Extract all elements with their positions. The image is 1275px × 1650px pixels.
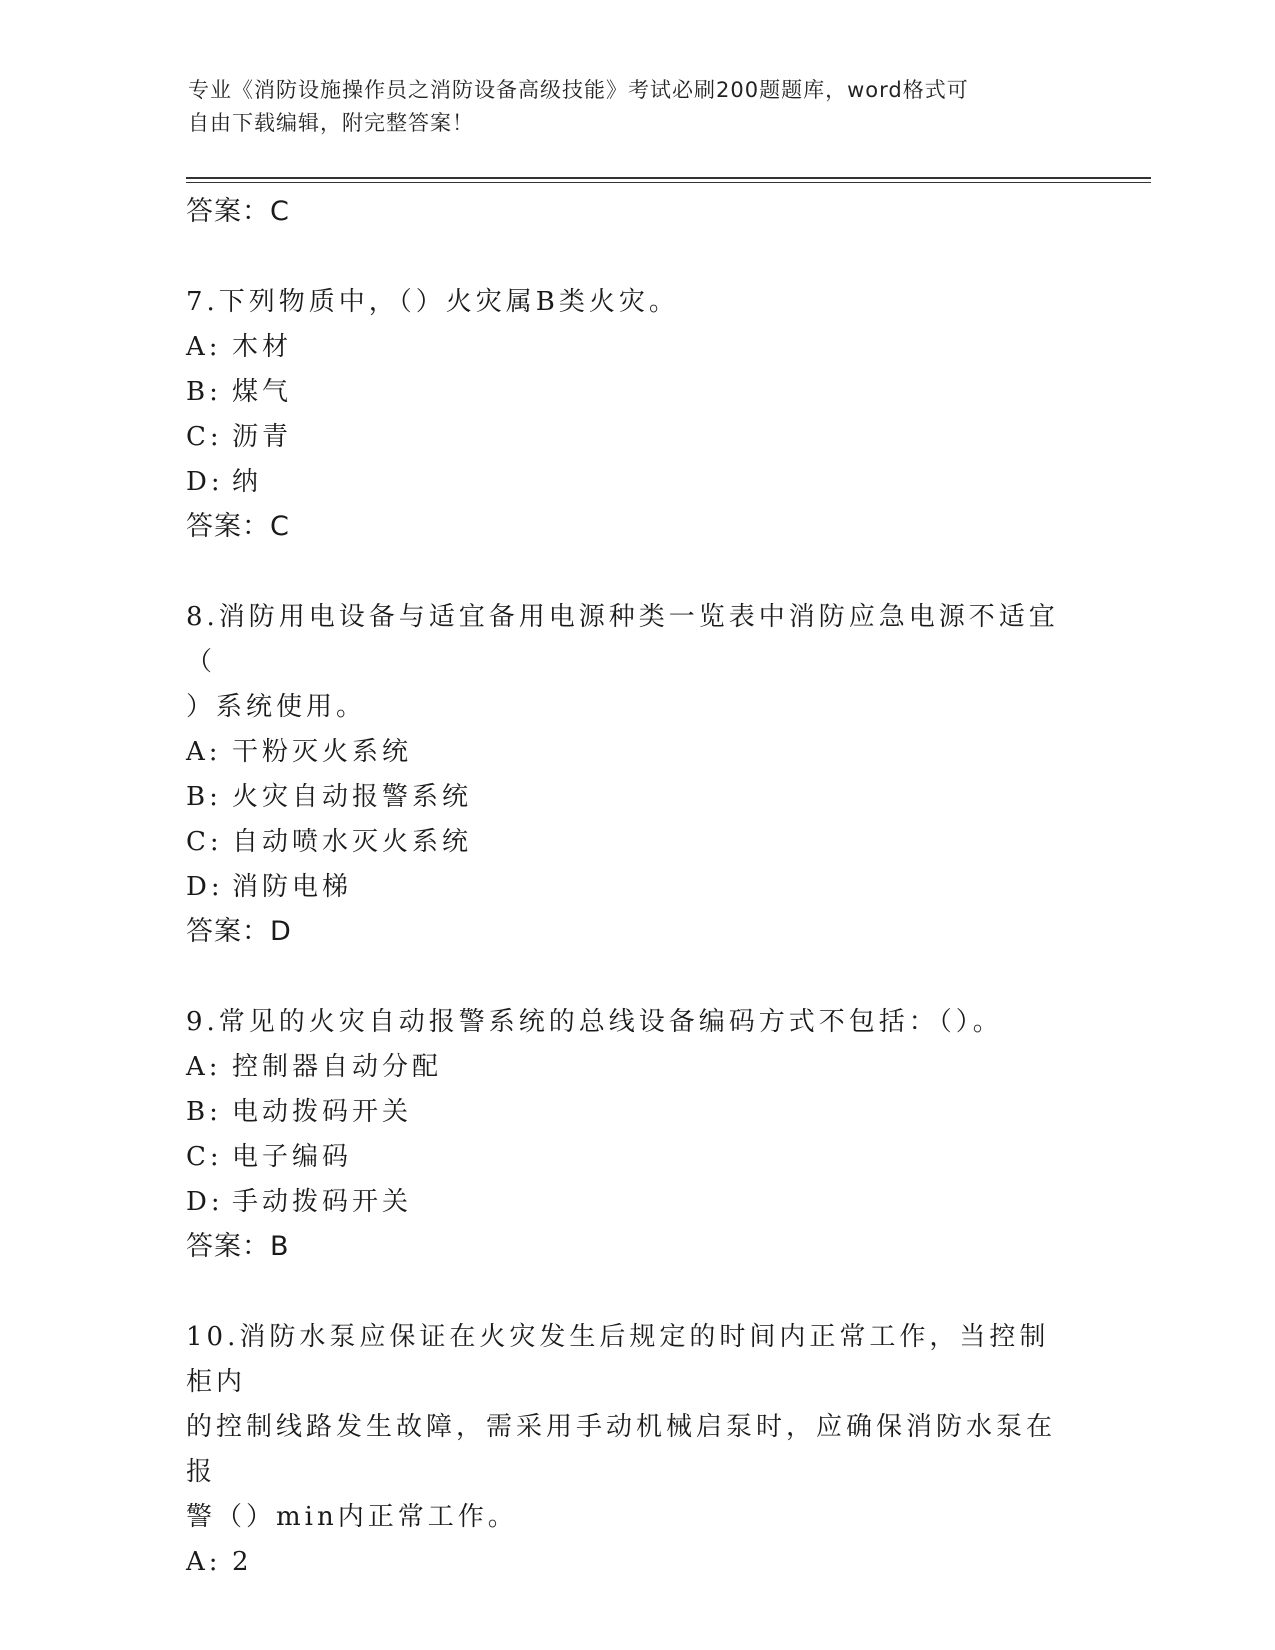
option-key: B: xyxy=(186,377,222,407)
answer-value: B xyxy=(270,1231,290,1262)
option-text: 电动拨码开关 xyxy=(232,1097,413,1127)
option-text: 沥青 xyxy=(232,422,293,452)
option-a xyxy=(186,730,1076,775)
option-key: A: xyxy=(186,1547,222,1577)
answer-7 xyxy=(186,505,1076,549)
answer-label: 答案： xyxy=(186,511,270,542)
header-line-1: 专业《消防设施操作员之消防设备高级技能》考试必刷200题题库，word格式可 xyxy=(188,78,969,102)
question-text-line-2: ）系统使用。 xyxy=(186,692,367,722)
option-key: C: xyxy=(186,827,223,857)
answer-value: C xyxy=(270,196,290,227)
question-text: 9.常见的火灾自动报警系统的总线设备编码方式不包括：（）。 xyxy=(186,1007,1003,1037)
option-key: A: xyxy=(186,737,222,767)
option-d xyxy=(186,1180,1076,1225)
option-b xyxy=(186,775,1076,820)
answer-value: C xyxy=(270,511,290,542)
option-text: 消防电梯 xyxy=(232,872,353,902)
question-text-line-3: 警（）min内正常工作。 xyxy=(186,1502,518,1532)
answer-9 xyxy=(186,1225,1076,1269)
document-header xyxy=(188,74,1068,140)
question-list xyxy=(186,190,1076,1585)
previous-answer xyxy=(186,190,1076,234)
option-text: 2 xyxy=(232,1547,253,1577)
question-7 xyxy=(186,280,1076,325)
option-key: B: xyxy=(186,1097,222,1127)
option-a xyxy=(186,1540,1076,1585)
option-text: 手动拨码开关 xyxy=(232,1187,413,1217)
option-text: 木材 xyxy=(232,332,293,362)
option-c xyxy=(186,1135,1076,1180)
answer-label: 答案： xyxy=(186,916,270,947)
option-b xyxy=(186,1090,1076,1135)
option-text: 纳 xyxy=(232,467,263,497)
option-key: D: xyxy=(186,872,224,902)
question-text: 7.下列物质中，（）火灾属B类火灾。 xyxy=(186,287,679,317)
option-text: 火灾自动报警系统 xyxy=(232,782,473,812)
option-text: 煤气 xyxy=(232,377,293,407)
option-key: B: xyxy=(186,782,222,812)
header-rule-thick xyxy=(186,177,1151,179)
option-text: 自动喷水灭火系统 xyxy=(232,827,473,857)
option-b xyxy=(186,370,1076,415)
option-d xyxy=(186,865,1076,910)
answer-value: D xyxy=(270,916,292,947)
option-text: 控制器自动分配 xyxy=(232,1052,443,1082)
option-key: A: xyxy=(186,332,222,362)
question-9 xyxy=(186,1000,1076,1045)
option-key: D: xyxy=(186,1187,224,1217)
option-key: A: xyxy=(186,1052,222,1082)
answer-label: 答案： xyxy=(186,196,270,227)
answer-8 xyxy=(186,910,1076,954)
option-text: 干粉灭火系统 xyxy=(232,737,413,767)
option-c xyxy=(186,415,1076,460)
option-d xyxy=(186,460,1076,505)
question-8 xyxy=(186,595,1076,730)
option-key: C: xyxy=(186,422,223,452)
option-key: D: xyxy=(186,467,224,497)
option-text: 电子编码 xyxy=(232,1142,353,1172)
header-line-2: 自由下载编辑，附完整答案！ xyxy=(188,111,474,135)
question-text-line-1: 8.消防用电设备与适宜备用电源种类一览表中消防应急电源不适宜（ xyxy=(186,602,1059,677)
question-text-line-2: 的控制线路发生故障，需采用手动机械启泵时，应确保消防水泵在报 xyxy=(186,1412,1057,1487)
question-10 xyxy=(186,1315,1076,1540)
option-key: C: xyxy=(186,1142,223,1172)
option-a xyxy=(186,325,1076,370)
question-text-line-1: 10.消防水泵应保证在火灾发生后规定的时间内正常工作，当控制柜内 xyxy=(186,1322,1050,1397)
answer-label: 答案： xyxy=(186,1231,270,1262)
option-a xyxy=(186,1045,1076,1090)
option-c xyxy=(186,820,1076,865)
header-rule-thin xyxy=(186,182,1151,183)
